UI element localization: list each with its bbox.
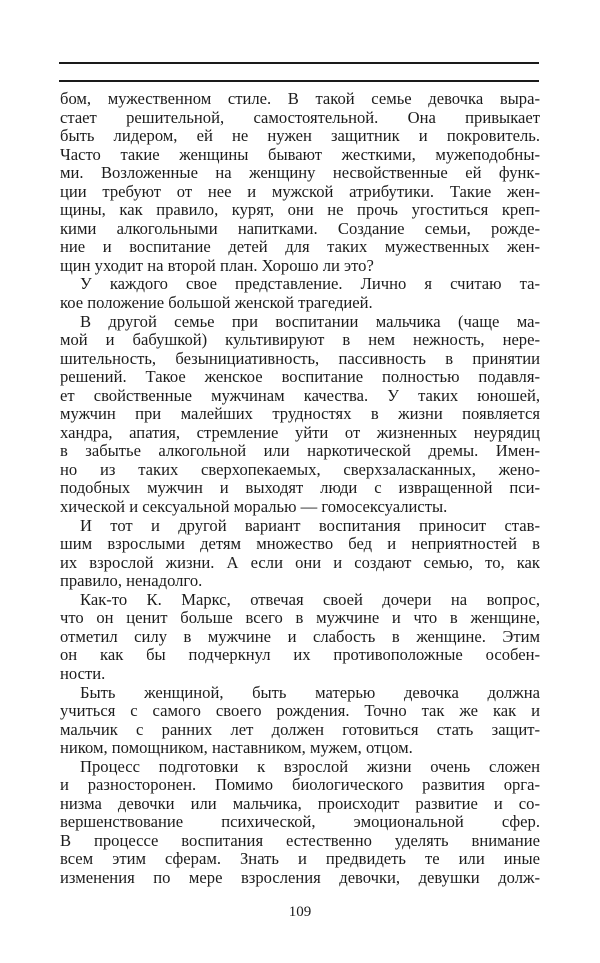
text-line: но из таких сверхопекаемых, сверхзаласканных, жено- <box>60 459 540 479</box>
text-line: он как бы подчеркнул их противоположные особен- <box>60 645 540 665</box>
text-line: У каждого свое представление. Лично я считаю та- <box>80 274 540 294</box>
text-line: ми. Возложенные на женщину несвойственные ей функ- <box>60 163 540 183</box>
text-line: Процесс подготовки к взрослой жизни очень сложен <box>80 756 540 776</box>
header-rule-top <box>59 62 539 64</box>
text-line: хической и сексуальной моралью — гомосексуалисты. <box>60 497 448 517</box>
text-line: Быть женщиной, быть матерью девочка должна <box>80 682 540 702</box>
text-line: хандра, апатия, стремление уйти от жизненных неурядиц <box>60 422 540 442</box>
text-line: учиться с самого своего рождения. Точно так же как и <box>60 701 540 721</box>
text-line: ции требуют от нее и мужской атрибутики. Такие жен- <box>60 181 540 201</box>
text-line: мальчик с ранних лет должен готовиться стать защит- <box>60 719 540 739</box>
text-line: вершенствование психической, эмоциональной сфер. <box>60 812 540 832</box>
text-line: стает решительной, самостоятельной. Она привыкает <box>60 107 540 127</box>
text-line: В процессе воспитания естественно уделять внимание <box>60 830 540 850</box>
text-line: отметил силу в мужчине и слабость в женщине. Этим <box>60 626 540 646</box>
text-line: Часто такие женщины бывают жесткими, мужеподобны- <box>60 144 540 164</box>
header-rule-bottom <box>59 80 539 82</box>
text-line: всем этим сферам. Знать и предвидеть те или иные <box>60 849 540 869</box>
text-line: решений. Такое женское воспитание полностью подавля- <box>60 367 540 387</box>
text-line: щины, как правило, курят, они не прочь угоститься креп- <box>60 200 540 220</box>
text-line: кими алкогольными напитками. Создание семьи, рожде- <box>60 218 540 238</box>
text-line: шим взрослыми детям множество бед и неприятностей в <box>60 534 540 554</box>
text-line: подобных мужчин и выходят люди с извращенной пси- <box>60 478 540 498</box>
text-line: правило, ненадолго. <box>60 571 203 591</box>
text-line: мой и бабушкой) культивируют в нем нежность, нере- <box>60 330 540 350</box>
text-line: изменения по мере взросления девочки, девушки долж- <box>60 867 540 887</box>
text-line: быть лидером, ей не нужен защитник и покровитель. <box>60 126 540 146</box>
page-number: 109 <box>288 904 312 920</box>
text-line: их взрослой жизни. А если они и создают семью, то, как <box>60 552 540 572</box>
text-line: ности. <box>60 663 106 683</box>
text-line: ником, помощником, наставником, мужем, отцом. <box>60 738 413 758</box>
text-line: и разносторонен. Помимо биологического развития орга- <box>60 775 540 795</box>
text-line: что он ценит больше всего в мужчине и что в женщине, <box>60 608 540 628</box>
text-line: ние и воспитание детей для таких мужественных жен- <box>60 237 540 257</box>
text-line: бом, мужественном стиле. В такой семье девочка выра- <box>60 89 540 108</box>
text-line: низма девочки или мальчика, происходит развитие и со- <box>60 793 540 813</box>
text-line: И тот и другой вариант воспитания приносит став- <box>80 515 540 535</box>
text-line: мужчин при малейших трудностях в жизни появляется <box>60 404 540 424</box>
text-line: В другой семье при воспитании мальчика (чаще ма- <box>80 311 540 331</box>
text-line: кое положение большой женской трагедией. <box>60 293 373 313</box>
text-line: шительность, безынициативность, пассивность в принятии <box>60 348 540 368</box>
text-line: Как-то К. Маркс, отвечая своей дочери на вопрос, <box>80 589 540 609</box>
page-body-text <box>60 90 540 888</box>
text-line: в забытье алкогольной или наркотической дремы. Имен- <box>60 441 540 461</box>
text-line: щин уходит на второй план. Хорошо ли это? <box>60 255 374 275</box>
text-line: ет свойственные мужчинам качества. У таких юношей, <box>60 385 540 405</box>
